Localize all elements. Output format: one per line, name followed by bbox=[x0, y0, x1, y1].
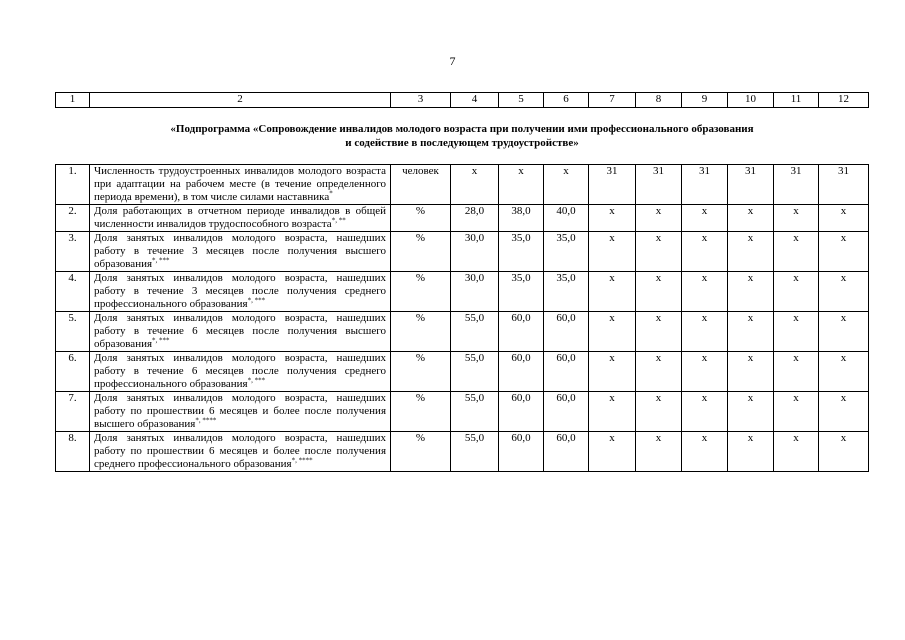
value-cell: х bbox=[774, 232, 819, 272]
value-cell: 60,0 bbox=[499, 392, 544, 432]
value-cell: 31 bbox=[682, 165, 728, 205]
value-cell: х bbox=[682, 205, 728, 232]
value-cell: 55,0 bbox=[451, 312, 499, 352]
value-cell: 31 bbox=[774, 165, 819, 205]
column-header: 12 bbox=[819, 93, 869, 108]
footnote-mark: *, **** bbox=[291, 456, 313, 465]
column-header: 7 bbox=[589, 93, 636, 108]
column-header: 9 bbox=[682, 93, 728, 108]
column-header: 10 bbox=[728, 93, 774, 108]
value-cell: 35,0 bbox=[499, 232, 544, 272]
value-cell: х bbox=[819, 432, 869, 472]
column-header: 1 bbox=[56, 93, 90, 108]
value-cell: 35,0 bbox=[544, 232, 589, 272]
row-number: 8. bbox=[56, 432, 90, 472]
value-cell: 60,0 bbox=[499, 312, 544, 352]
indicator-name bbox=[90, 205, 391, 232]
table-row bbox=[56, 232, 869, 272]
footnote-mark: *, *** bbox=[247, 376, 266, 385]
value-cell: 35,0 bbox=[499, 272, 544, 312]
unit-cell: % bbox=[391, 352, 451, 392]
value-cell: х bbox=[636, 232, 682, 272]
indicator-name bbox=[90, 165, 391, 205]
indicator-text: Доля работающих в отчетном периоде инвалидов в общей численности инвалидов трудоспособного возраста bbox=[94, 205, 386, 230]
value-cell: х bbox=[636, 432, 682, 472]
value-cell: х bbox=[682, 312, 728, 352]
value-cell: х bbox=[636, 272, 682, 312]
indicator-text: Численность трудоустроенных инвалидов молодого возраста при адаптации на рабочем месте (в течение определенного периода времени), в том числе силами наставника bbox=[94, 165, 386, 203]
value-cell: х bbox=[819, 205, 869, 232]
table-row bbox=[56, 432, 869, 472]
unit-cell: % bbox=[391, 432, 451, 472]
value-cell: х bbox=[819, 312, 869, 352]
row-number: 2. bbox=[56, 205, 90, 232]
column-header: 4 bbox=[451, 93, 499, 108]
value-cell: 31 bbox=[728, 165, 774, 205]
row-number: 3. bbox=[56, 232, 90, 272]
value-cell: 35,0 bbox=[544, 272, 589, 312]
value-cell: 60,0 bbox=[499, 352, 544, 392]
value-cell: 31 bbox=[636, 165, 682, 205]
value-cell: х bbox=[728, 392, 774, 432]
value-cell: х bbox=[589, 232, 636, 272]
unit-cell: % bbox=[391, 312, 451, 352]
indicator-text: Доля занятых инвалидов молодого возраста, нашедших работу по прошествии 6 месяцев и более после получения среднего профессионального образования bbox=[94, 432, 386, 470]
value-cell: х bbox=[636, 392, 682, 432]
value-cell: х bbox=[819, 232, 869, 272]
column-header: 8 bbox=[636, 93, 682, 108]
column-number-row bbox=[56, 93, 869, 108]
value-cell: 30,0 bbox=[451, 272, 499, 312]
value-cell: 28,0 bbox=[451, 205, 499, 232]
value-cell: 60,0 bbox=[544, 432, 589, 472]
row-number: 4. bbox=[56, 272, 90, 312]
value-cell: х bbox=[682, 352, 728, 392]
column-header: 3 bbox=[391, 93, 451, 108]
row-number: 1. bbox=[56, 165, 90, 205]
value-cell: 60,0 bbox=[544, 312, 589, 352]
footnote-mark: *, *** bbox=[152, 336, 170, 345]
section-title-row bbox=[56, 108, 869, 165]
value-cell: х bbox=[774, 352, 819, 392]
indicator-name bbox=[90, 352, 391, 392]
value-cell: х bbox=[774, 392, 819, 432]
indicator-text: Доля занятых инвалидов молодого возраста, нашедших работу в течение 6 месяцев после получения среднего профессионального образования bbox=[94, 352, 386, 390]
column-header: 6 bbox=[544, 93, 589, 108]
value-cell: х bbox=[728, 312, 774, 352]
table-row bbox=[56, 312, 869, 352]
section-title-line: и содействие в последующем трудоустройстве» bbox=[345, 137, 579, 149]
value-cell: х bbox=[819, 392, 869, 432]
footnote-mark: *, **** bbox=[195, 416, 217, 425]
value-cell: х bbox=[728, 352, 774, 392]
value-cell: 55,0 bbox=[451, 352, 499, 392]
indicators-table bbox=[55, 92, 869, 472]
section-title bbox=[56, 108, 869, 165]
value-cell: х bbox=[499, 165, 544, 205]
footnote-mark: *, *** bbox=[152, 256, 170, 265]
value-cell: х bbox=[819, 352, 869, 392]
table-row bbox=[56, 272, 869, 312]
column-header: 2 bbox=[90, 93, 391, 108]
unit-cell: человек bbox=[391, 165, 451, 205]
value-cell: 55,0 bbox=[451, 432, 499, 472]
value-cell: х bbox=[774, 272, 819, 312]
value-cell: х bbox=[636, 205, 682, 232]
value-cell: х bbox=[774, 432, 819, 472]
value-cell: 30,0 bbox=[451, 232, 499, 272]
indicator-text: Доля занятых инвалидов молодого возраста, нашедших работу в течение 3 месяцев после получения высшего образования bbox=[94, 232, 386, 270]
table-row bbox=[56, 205, 869, 232]
value-cell: х bbox=[544, 165, 589, 205]
footnote-mark: *, *** bbox=[247, 296, 266, 305]
value-cell: 38,0 bbox=[499, 205, 544, 232]
value-cell: х bbox=[636, 312, 682, 352]
row-number: 6. bbox=[56, 352, 90, 392]
value-cell: 40,0 bbox=[544, 205, 589, 232]
value-cell: 60,0 bbox=[499, 432, 544, 472]
value-cell: 31 bbox=[589, 165, 636, 205]
value-cell: х bbox=[728, 232, 774, 272]
indicator-text: Доля занятых инвалидов молодого возраста, нашедших работу по прошествии 6 месяцев и более после получения высшего образования bbox=[94, 392, 386, 430]
value-cell: х bbox=[589, 392, 636, 432]
table-row bbox=[56, 392, 869, 432]
unit-cell: % bbox=[391, 205, 451, 232]
indicator-text: Доля занятых инвалидов молодого возраста, нашедших работу в течение 3 месяцев после получения среднего профессионального образования bbox=[94, 272, 386, 310]
value-cell: х bbox=[589, 432, 636, 472]
value-cell: х bbox=[682, 232, 728, 272]
value-cell: х bbox=[636, 352, 682, 392]
value-cell: х bbox=[728, 272, 774, 312]
indicator-name bbox=[90, 432, 391, 472]
indicator-text: Доля занятых инвалидов молодого возраста, нашедших работу в течение 6 месяцев после получения высшего образования bbox=[94, 312, 386, 350]
value-cell: х bbox=[682, 392, 728, 432]
value-cell: 31 bbox=[819, 165, 869, 205]
footnote-mark: * bbox=[329, 189, 333, 198]
value-cell: х bbox=[728, 205, 774, 232]
section-title-line: «Подпрограмма «Сопровождение инвалидов молодого возраста при получении ими профессионального образования bbox=[170, 123, 754, 135]
value-cell: х bbox=[774, 205, 819, 232]
indicator-name bbox=[90, 392, 391, 432]
value-cell: х bbox=[682, 432, 728, 472]
value-cell: х bbox=[589, 272, 636, 312]
unit-cell: % bbox=[391, 392, 451, 432]
value-cell: х bbox=[589, 312, 636, 352]
column-header: 5 bbox=[499, 93, 544, 108]
indicator-name bbox=[90, 272, 391, 312]
value-cell: 55,0 bbox=[451, 392, 499, 432]
indicator-name bbox=[90, 312, 391, 352]
value-cell: х bbox=[589, 205, 636, 232]
value-cell: х bbox=[589, 352, 636, 392]
value-cell: х bbox=[682, 272, 728, 312]
unit-cell: % bbox=[391, 232, 451, 272]
table-row bbox=[56, 352, 869, 392]
row-number: 7. bbox=[56, 392, 90, 432]
row-number: 5. bbox=[56, 312, 90, 352]
column-header: 11 bbox=[774, 93, 819, 108]
value-cell: х bbox=[451, 165, 499, 205]
unit-cell: % bbox=[391, 272, 451, 312]
value-cell: х bbox=[728, 432, 774, 472]
indicator-name bbox=[90, 232, 391, 272]
value-cell: 60,0 bbox=[544, 392, 589, 432]
value-cell: 60,0 bbox=[544, 352, 589, 392]
value-cell: х bbox=[819, 272, 869, 312]
table-row bbox=[56, 165, 869, 205]
footnote-mark: *, ** bbox=[331, 216, 346, 225]
page-number: 7 bbox=[449, 54, 456, 68]
value-cell: х bbox=[774, 312, 819, 352]
